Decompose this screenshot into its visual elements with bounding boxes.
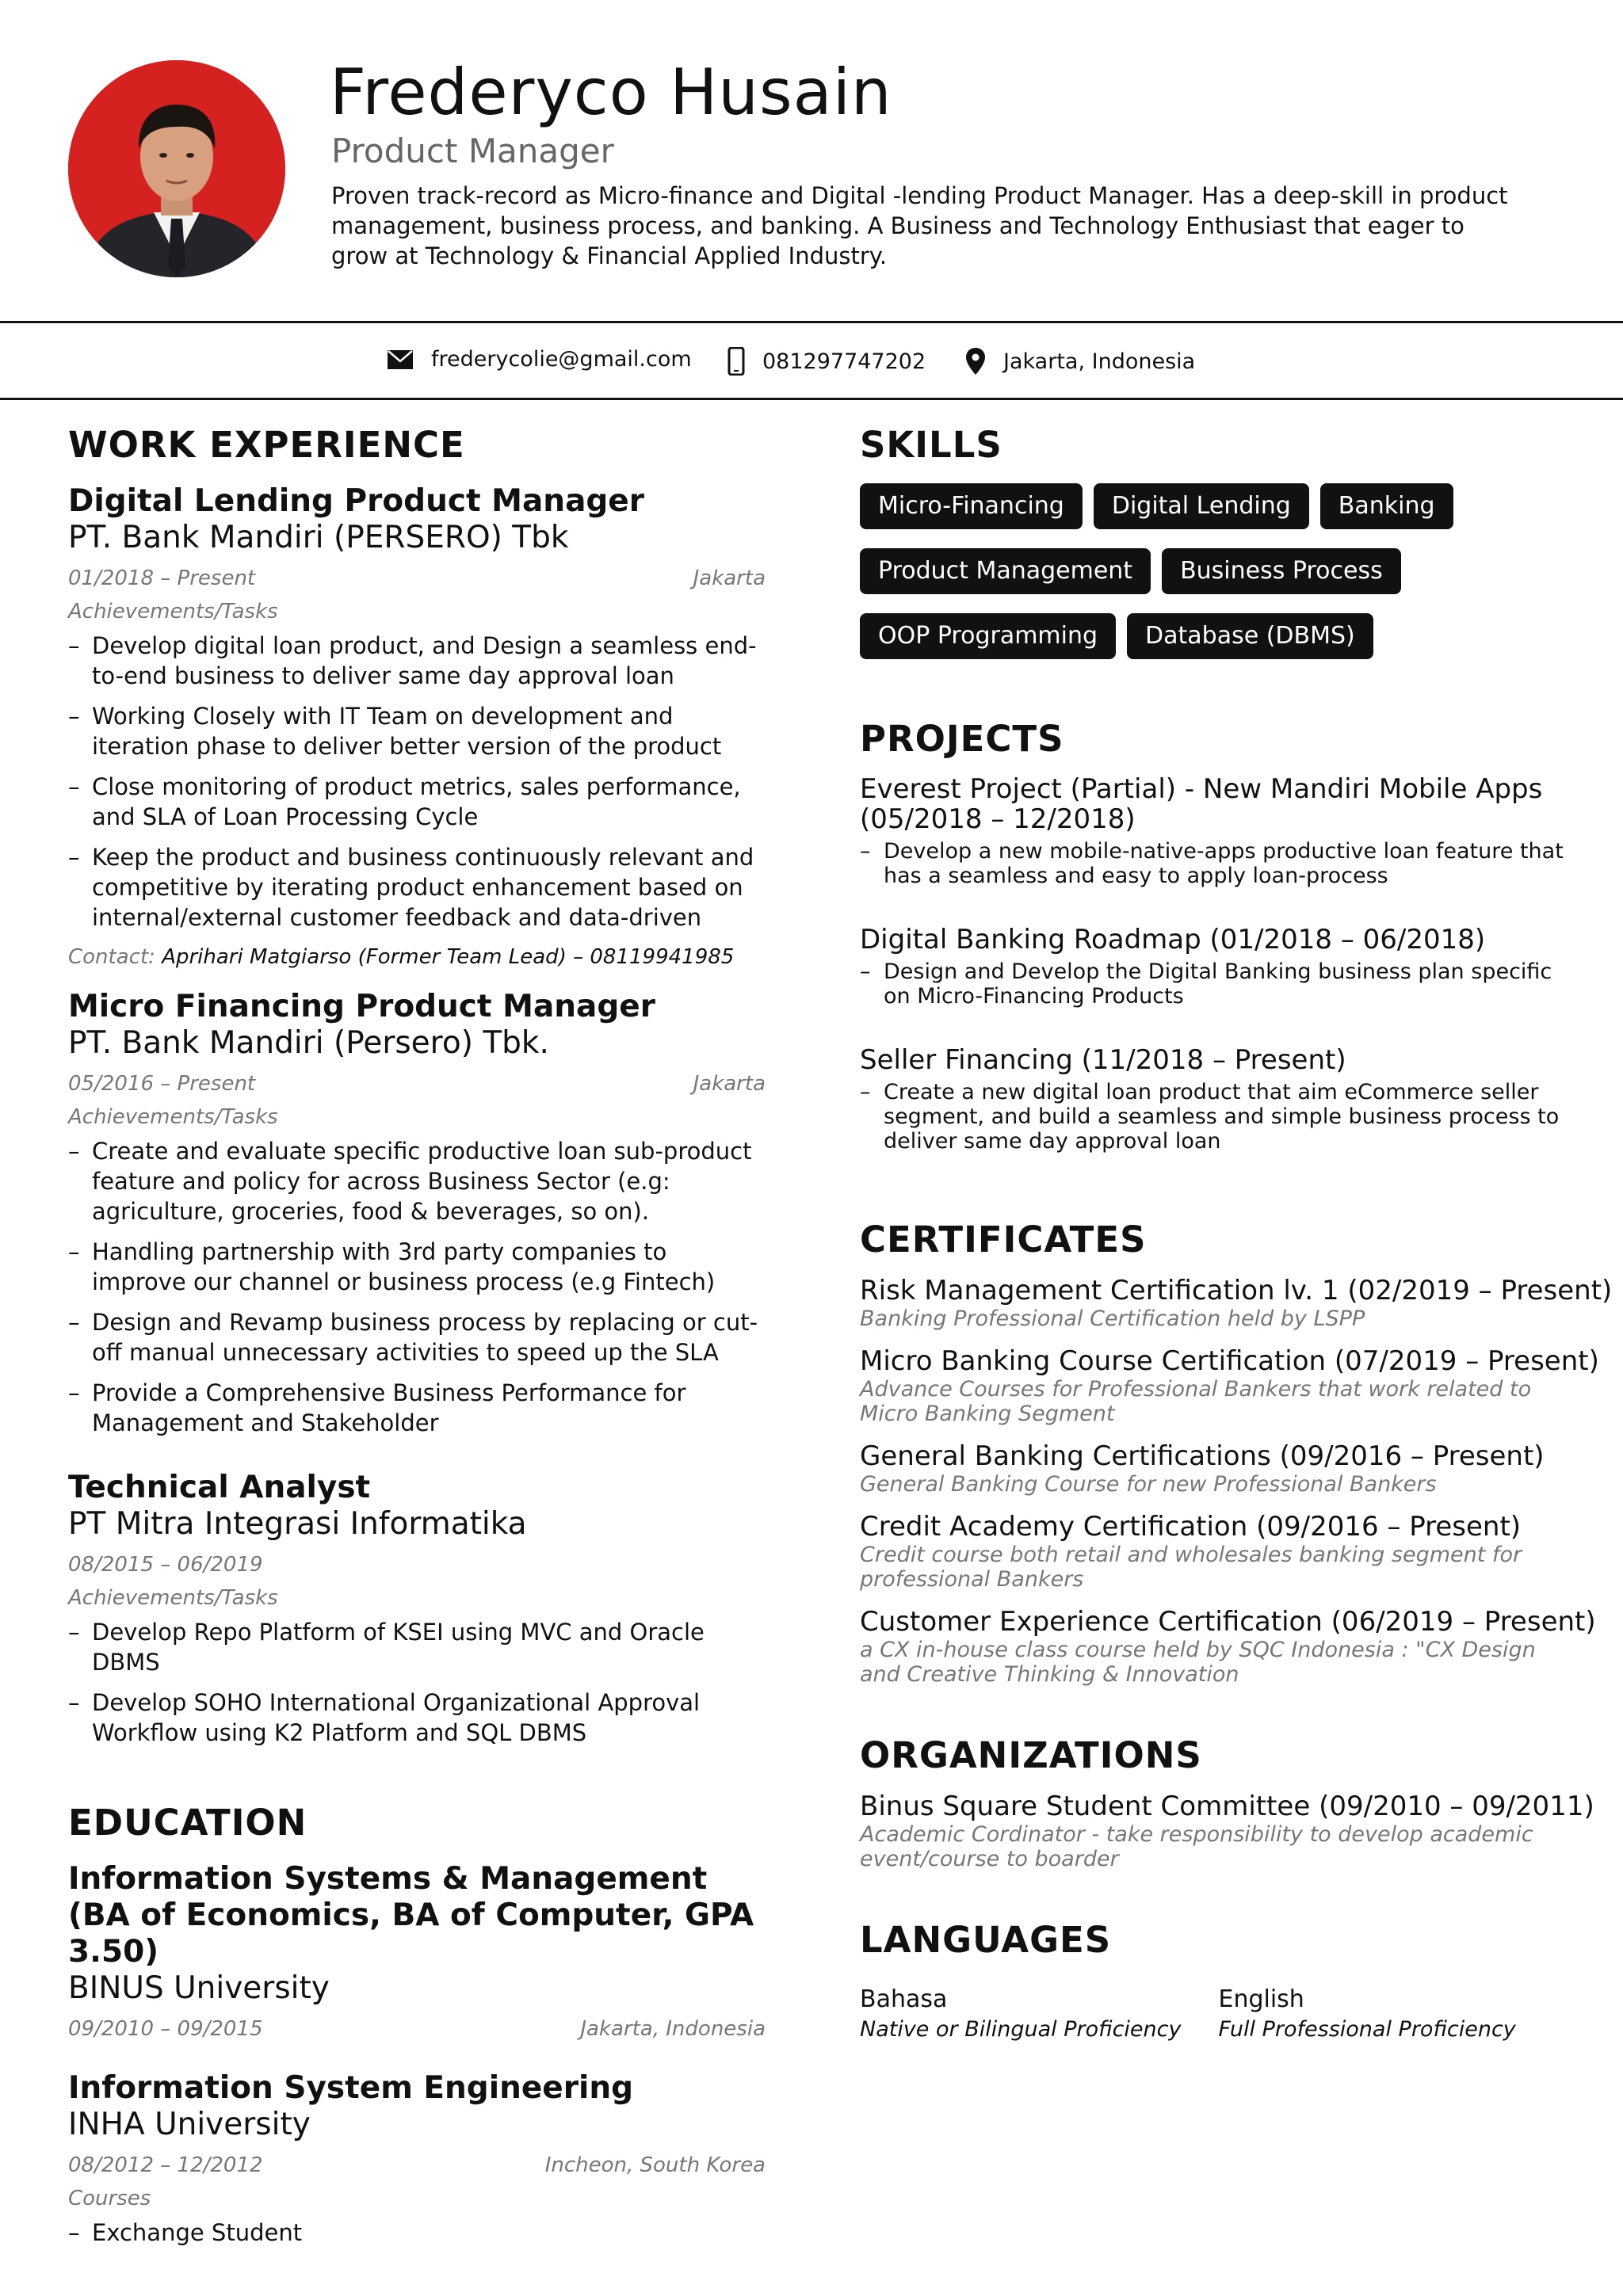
task-item: – Create and evaluate specific productive loan sub-product feature and policy for across Business Sector (e.g: agriculture, groceries, food & beverages, so on). <box>68 1136 766 1226</box>
project-entry <box>860 925 1577 1009</box>
skill-tag: OOP Programming <box>860 613 1116 659</box>
certificates-heading: CERTIFICATES <box>860 1219 1147 1261</box>
tasks-label: Achievements/Tasks <box>68 1586 278 1610</box>
project-entry <box>860 1045 1577 1154</box>
language-list <box>860 1985 1577 2045</box>
person-portrait-icon <box>68 60 285 277</box>
project-title: Everest Project (Partial) - New Mandiri Mobile Apps (05/2018 – 12/2018) <box>860 773 1543 835</box>
education-location: Jakarta, Indonesia <box>580 2017 766 2041</box>
education-entry <box>68 1861 766 2043</box>
education-dates: 08/2012 – 12/2012 <box>68 2153 263 2177</box>
email-text: frederycolie@gmail.com <box>431 347 692 372</box>
skill-tags <box>860 483 1577 678</box>
job-dates: 08/2015 – 06/2019 <box>68 1553 263 1577</box>
task-item: – Keep the product and business continuously relevant and competitive by iterating product enhancement based on internal/external customer feedback and data-driven <box>68 842 766 933</box>
certificate-title: Credit Academy Certification (09/2016 – Present) <box>860 1511 1522 1543</box>
task-item: – Develop digital loan product, and Design a seamless end-to-end business to deliver same day approval loan <box>68 631 766 691</box>
certificate-entry <box>860 1440 1577 1497</box>
location-text: Jakarta, Indonesia <box>1003 349 1196 374</box>
education-entry <box>68 2070 766 2248</box>
contact-location <box>965 347 1195 376</box>
job-company: PT Mitra Integrasi Informatika <box>68 1506 527 1542</box>
task-list <box>68 1136 766 1438</box>
certificate-title: General Banking Certifications (09/2016 – Present) <box>860 1440 1545 1472</box>
education-dates: 09/2010 – 09/2015 <box>68 2017 263 2041</box>
job-title: Micro Financing Product Manager <box>68 989 655 1024</box>
task-item: – Develop SOHO International Organizational Approval Workflow using K2 Platform and SQL DBMS <box>68 1688 766 1748</box>
project-title: Digital Banking Roadmap (01/2018 – 06/2018) <box>860 924 1486 955</box>
job-entry <box>68 989 766 1438</box>
skill-tag: Digital Lending <box>1094 483 1309 529</box>
tasks-label: Achievements/Tasks <box>68 600 278 624</box>
language-name: English <box>1218 1985 1304 2013</box>
school-name: BINUS University <box>68 1970 330 2006</box>
certificate-title: Customer Experience Certification (06/2019 – Present) <box>860 1606 1596 1638</box>
work-experience-heading: WORK EXPERIENCE <box>68 424 465 466</box>
language-name: Bahasa <box>860 1985 948 2013</box>
contact-email[interactable] <box>387 347 692 372</box>
resume-header <box>0 0 1623 321</box>
task-item: – Develop Repo Platform of KSEI using MVC and Oracle DBMS <box>68 1617 766 1677</box>
phone-text: 081297747202 <box>762 349 926 374</box>
task-item: – Handling partnership with 3rd party companies to improve our channel or business process (e.g Fintech) <box>68 1237 766 1297</box>
task-list <box>68 1617 766 1748</box>
task-item: – Design and Revamp business process by replacing or cut-off manual unnecessary activities to speed up the SLA <box>68 1307 766 1367</box>
left-column <box>68 424 766 2258</box>
right-column <box>860 424 1613 2045</box>
project-title: Seller Financing (11/2018 – Present) <box>860 1044 1346 1076</box>
organization-entry <box>860 1791 1594 1871</box>
profile-photo <box>68 60 285 277</box>
certificate-entry <box>860 1345 1599 1426</box>
task-item: – Close monitoring of product metrics, sales performance, and SLA of Loan Processing Cycle <box>68 772 766 832</box>
job-entry <box>68 1470 766 1748</box>
job-location: Jakarta <box>693 1072 766 1096</box>
project-entry <box>860 774 1577 888</box>
courses-label: Courses <box>68 2187 151 2210</box>
job-meta <box>68 1550 766 1579</box>
certificate-entry <box>860 1275 1613 1331</box>
language-entry <box>860 1985 1219 2045</box>
envelope-icon <box>387 349 414 370</box>
map-pin-icon <box>965 347 986 376</box>
course-list <box>68 2218 766 2248</box>
projects-heading: PROJECTS <box>860 718 1064 760</box>
contact-phone[interactable] <box>727 347 926 376</box>
language-entry <box>1219 1985 1578 2045</box>
task-item: – Working Closely with IT Team on development and iteration phase to deliver better version of the product <box>68 701 766 761</box>
organization-description: Academic Cordinator - take responsibility to develop academic event/course to boarder <box>860 1822 1533 1871</box>
certificate-entry <box>860 1511 1577 1592</box>
skill-tag: Micro-Financing <box>860 483 1083 529</box>
mobile-phone-icon <box>727 347 745 376</box>
organization-title: Binus Square Student Committee (09/2010 – 09/2011) <box>860 1791 1594 1822</box>
task-item: – Provide a Comprehensive Business Performance for Management and Stakeholder <box>68 1378 766 1438</box>
degree-title: Information System Engineering <box>68 2070 634 2106</box>
reference-value: Aprihari Matgiarso (Former Team Lead) – 08119941985 <box>162 945 735 969</box>
job-entry <box>68 483 766 971</box>
candidate-role: Product Manager <box>331 132 614 170</box>
certificate-description: General Banking Course for new Professional Bankers <box>860 1472 1437 1497</box>
job-meta <box>68 564 766 593</box>
school-name: INHA University <box>68 2107 311 2142</box>
job-dates: 05/2016 – Present <box>68 1072 256 1096</box>
course-item: – Exchange Student <box>68 2218 766 2248</box>
skill-tag: Database (DBMS) <box>1127 613 1373 659</box>
project-description: – Develop a new mobile-native-apps productive loan feature that has a seamless and easy to apply loan-process <box>860 839 1577 888</box>
project-description: – Design and Develop the Digital Banking business plan specific on Micro-Financing Products <box>860 959 1577 1009</box>
tasks-label: Achievements/Tasks <box>68 1105 278 1129</box>
skill-tag: Business Process <box>1162 548 1401 594</box>
job-title: Digital Lending Product Manager <box>68 483 644 519</box>
candidate-name: Frederyco Husain <box>330 55 892 129</box>
languages-heading: LANGUAGES <box>860 1919 1112 1961</box>
certificate-title: Micro Banking Course Certification (07/2019 – Present) <box>860 1345 1599 1377</box>
education-meta <box>68 2015 766 2043</box>
task-list <box>68 631 766 933</box>
job-company: PT. Bank Mandiri (Persero) Tbk. <box>68 1025 549 1061</box>
language-level: Full Professional Proficiency <box>1218 2017 1516 2042</box>
certificate-description: Advance Courses for Professional Bankers that work related to Micro Banking Segment <box>860 1377 1532 1426</box>
education-meta <box>68 2151 766 2180</box>
education-heading: EDUCATION <box>68 1802 307 1844</box>
education-location: Incheon, South Korea <box>544 2153 766 2177</box>
skills-heading: SKILLS <box>860 424 1002 466</box>
certificate-description: Credit course both retail and wholesales banking segment for professional Bankers <box>860 1543 1522 1592</box>
job-company: PT. Bank Mandiri (PERSERO) Tbk <box>68 520 569 555</box>
job-dates: 01/2018 – Present <box>68 566 256 590</box>
certificate-description: a CX in-house class course held by SQC Indonesia : "CX Design and Creative Thinking & Innovation <box>860 1638 1536 1687</box>
contact-bar <box>0 321 1623 400</box>
language-level: Native or Bilingual Proficiency <box>860 2017 1182 2042</box>
skill-tag: Product Management <box>860 548 1151 594</box>
reference-contact <box>68 943 766 971</box>
job-title: Technical Analyst <box>68 1470 371 1505</box>
project-description: – Create a new digital loan product that aim eCommerce seller segment, and build a seamless and simple business process to deliver same day approval loan <box>860 1080 1577 1154</box>
certificate-title: Risk Management Certification lv. 1 (02/2019 – Present) <box>860 1275 1613 1306</box>
degree-title: Information Systems & Management (BA of Economics, BA of Computer, GPA 3.50) <box>68 1861 754 1970</box>
organizations-heading: ORGANIZATIONS <box>860 1734 1202 1776</box>
job-meta <box>68 1070 766 1098</box>
certificate-entry <box>860 1606 1596 1687</box>
profile-summary: Proven track-record as Micro-finance and Digital -lending Product Manager. Has a deep-skill in product management, business process, and banking. A Business and Technology Enthusiast that eager to grow at Technology & Financial Applied Industry. <box>331 182 1508 269</box>
job-location: Jakarta <box>693 566 766 590</box>
certificate-description: Banking Professional Certification held by LSPP <box>860 1306 1365 1331</box>
reference-label: Contact: <box>68 945 155 969</box>
skill-tag: Banking <box>1320 483 1453 529</box>
